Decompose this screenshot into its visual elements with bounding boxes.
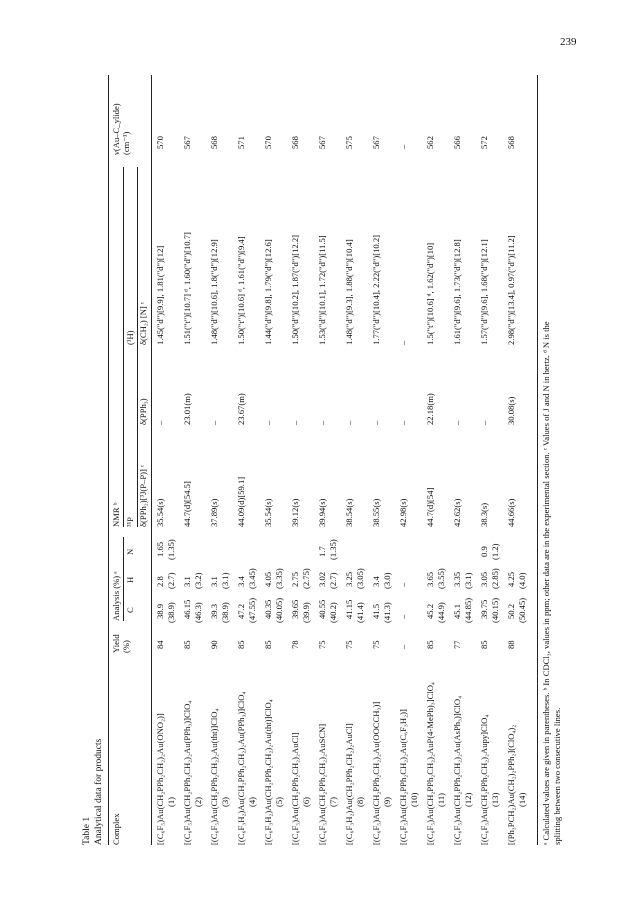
- cell-c-calc: (46.3): [193, 602, 203, 623]
- cell-complex: [(C₆F₅)Au(CH₂PPh₂CH₂)₂AuCl]: [290, 732, 300, 845]
- cell-h-calc: (3.1): [220, 572, 230, 589]
- cell-yield: 90: [209, 640, 219, 649]
- cell-h-calc: (3.35): [274, 568, 284, 589]
- cell-complex: [(Ph₃PCH₂)Au(CH₂)₂PPh₂](ClO₄)₂: [506, 724, 516, 845]
- header-n: N: [125, 548, 135, 555]
- cell-h: –: [398, 582, 408, 587]
- cell-h: 3.1: [182, 576, 192, 587]
- cell-h: 2.75: [290, 571, 300, 587]
- cell-c: 41.15: [344, 599, 354, 619]
- cell-yield: 85: [479, 640, 489, 649]
- cell-ch2: 1.57("d")[9.6], 1.68("d")[12.1]: [479, 239, 489, 345]
- cell-number: (6): [301, 796, 311, 807]
- cell-nu: –: [398, 144, 408, 149]
- cell-c: 50.2: [506, 603, 516, 619]
- header-yield: Yield: [111, 634, 121, 653]
- cell-complex: [(C₆F₃H₂)Au(CH₂PPh₂CH₂)₂Au(tht)]ClO₄: [263, 699, 273, 845]
- cell-yield: 85: [425, 640, 435, 649]
- page-number: 239: [560, 36, 577, 48]
- cell-complex: [(C₆F₅)Au(CH₂PPh₂CH₂)₂Au(C₆F₃H₂)]: [398, 709, 408, 845]
- cell-complex: [(C₆F₃H₂)Au(CH₂PPh₂CH₂)₂AuCl]: [344, 723, 354, 845]
- cell-ch2: –: [398, 340, 408, 345]
- cell-pph2: 35.54(s): [263, 498, 273, 527]
- header-h: H: [125, 576, 135, 583]
- cell-complex: [(C₆F₅)Au(CH₂PPh₂CH₂)₂Au(PPh₃)]ClO₄: [182, 700, 192, 845]
- cell-complex: [(C₆F₃H₂)Au(CH₂PPh₂CH₂)₂Au(PPh₃)]ClO₄: [236, 691, 246, 845]
- cell-c-calc: (50.45): [517, 597, 527, 623]
- cell-pph2: 42.98(s): [398, 498, 408, 527]
- cell-h: 2.8: [155, 576, 165, 587]
- cell-c: 39.3: [209, 603, 219, 619]
- cell-c-calc: (41.3): [382, 602, 392, 623]
- cell-number: (4): [247, 796, 257, 807]
- cell-pph2: 38.3(s): [479, 502, 489, 527]
- cell-ch2: 2.98("d")[13.4], 0.97("d")[11.2]: [506, 235, 516, 345]
- cell-nu: 568: [506, 136, 516, 149]
- cell-pph2: 39.94(s): [317, 498, 327, 527]
- cell-h-calc: (3.55): [436, 568, 446, 589]
- cell-nu: 566: [452, 136, 462, 149]
- cell-number: (5): [274, 796, 284, 807]
- cell-yield: 75: [344, 640, 354, 649]
- cell-h: 3.05: [479, 571, 489, 587]
- cell-h-calc: (3.1): [463, 572, 473, 589]
- bottom-rule: [537, 75, 538, 845]
- cell-number: (9): [382, 796, 392, 807]
- cell-ch2: 1.50("d")[10.2], 1.87("d")[12.2]: [290, 235, 300, 345]
- rotated-table: [82, 75, 562, 845]
- cell-nu: 572: [479, 136, 489, 149]
- cell-number: (12): [463, 792, 473, 807]
- cell-ch2: 1.5("t")[10.6] ᵈ, 1.62("d")[10]: [425, 242, 435, 345]
- cell-h-calc: (3.0): [382, 572, 392, 589]
- cell-h-calc: (3.05): [355, 568, 365, 589]
- analysis-rule: [123, 537, 124, 621]
- cell-pph2: 44.7(d)[54.5]: [182, 481, 192, 527]
- header-dpph3: δ(PPh₃): [138, 398, 148, 425]
- cell-complex: [(C₆F₅)Au(CH₂PPh₂CH₂)₂Au(ONO₂)]: [155, 713, 165, 845]
- cell-pph3: –: [155, 420, 165, 425]
- header-analysis: Analysis (%) ᵃ: [111, 571, 121, 621]
- cell-complex: [(C₆F₅)Au(CH₂PPh₂CH₂)₂AuSCN]: [317, 723, 327, 845]
- cell-number: (11): [436, 793, 446, 807]
- cell-complex: [(C₆F₅)Au(CH₂PPh₂CH₂)₂Au(tht)]ClO₄: [209, 708, 219, 845]
- cell-number: (13): [490, 792, 500, 807]
- header-nmr: NMR ᵇ: [111, 502, 121, 527]
- cell-pph3: 22.18(m): [425, 393, 435, 425]
- cell-pph2: 35.54(s): [155, 498, 165, 527]
- top-rule: [108, 75, 109, 845]
- cell-pph2: 44.66(s): [506, 498, 516, 527]
- cell-yield: –: [398, 644, 408, 649]
- header-dpph2: δ(PPh₂)[³J(P–P)] ᶜ: [138, 464, 148, 527]
- cell-c-calc: (40.2): [328, 602, 338, 623]
- cell-nu: 575: [344, 136, 354, 149]
- cell-c: 45.2: [425, 603, 435, 619]
- cell-pph3: 23.01(m): [182, 393, 192, 425]
- cell-pph3: –: [344, 420, 354, 425]
- cell-yield: 84: [155, 640, 165, 649]
- table-title: Analytical data for products: [94, 738, 104, 845]
- cell-number: (1): [166, 796, 176, 807]
- cell-yield: 85: [236, 640, 246, 649]
- cell-n: 0.9: [479, 546, 489, 557]
- header-h1: (¹H): [125, 330, 135, 345]
- cell-pph3: –: [209, 420, 219, 425]
- cell-c: –: [398, 614, 408, 619]
- cell-nu: 567: [371, 136, 381, 149]
- cell-c-calc: (38.9): [166, 602, 176, 623]
- cell-h-calc: (2.75): [301, 568, 311, 589]
- cell-pph2: 39.12(s): [290, 498, 300, 527]
- cell-nu: 567: [317, 136, 327, 149]
- cell-pph3: –: [290, 420, 300, 425]
- cell-c: 41.5: [371, 603, 381, 619]
- header-yield-unit: (%): [121, 640, 131, 653]
- cell-h: 3.4: [236, 576, 246, 587]
- cell-yield: 75: [371, 640, 381, 649]
- cell-c-calc: (44.9): [436, 602, 446, 623]
- cell-h: 3.65: [425, 571, 435, 587]
- cell-ch2: 1.44("d")[9.8], 1.79("d")[12.6]: [263, 239, 273, 345]
- cell-ch2: 1.45("d")[9.9], 1.81("d")[12]: [155, 245, 165, 345]
- cell-ch2: 1.51("t")[10.7] ᵈ, 1.60("d")[10.7]: [182, 232, 192, 345]
- cell-complex: [(C₆F₅)Au(CH₂PPh₂CH₂)₂Au(OOCCH₃)]: [371, 701, 381, 845]
- cell-pph3: 23.67(m): [236, 393, 246, 425]
- cell-h: 3.4: [371, 576, 381, 587]
- cell-pph3: –: [263, 420, 273, 425]
- cell-n: 1.7: [317, 546, 327, 557]
- header-dch2: δ(CH₂) [N] ᶜ: [138, 301, 148, 345]
- cell-c-calc: (39.9): [301, 602, 311, 623]
- cell-yield: 85: [182, 640, 192, 649]
- cell-h-calc: (2.7): [166, 572, 176, 589]
- cell-number: (14): [517, 792, 527, 807]
- cell-c-calc: (40.15): [490, 597, 500, 623]
- cell-h-calc: (4.0): [517, 572, 527, 589]
- cell-c-calc: (40.05): [274, 597, 284, 623]
- cell-c: 46.15: [182, 599, 192, 619]
- cell-nu: 567: [182, 136, 192, 149]
- cell-pph2: 44.09(d)[59.1]: [236, 476, 246, 527]
- cell-pph3: –: [398, 420, 408, 425]
- cell-h: 3.1: [209, 576, 219, 587]
- cell-n-calc: (1.2): [490, 543, 500, 560]
- cell-c: 38.9: [155, 603, 165, 619]
- cell-yield: 75: [317, 640, 327, 649]
- cell-number: (7): [328, 796, 338, 807]
- cell-c-calc: (38.9): [220, 602, 230, 623]
- cell-h-calc: (2.7): [328, 572, 338, 589]
- cell-ch2: 1.48("d")[9.3], 1.88("d")[10.4]: [344, 239, 354, 345]
- cell-h-calc: (2.85): [490, 568, 500, 589]
- cell-c: 39.75: [479, 599, 489, 619]
- cell-h: 3.02: [317, 571, 327, 587]
- table-label: Table 1: [82, 816, 92, 845]
- cell-pph2: 42.62(s): [452, 498, 462, 527]
- cell-pph3: 30.08(s): [506, 396, 516, 425]
- cell-h: 4.25: [506, 571, 516, 587]
- cell-ch2: 1.61("d")[9.6], 1.73("d")[12.8]: [452, 239, 462, 345]
- header-nu-unit: (cm⁻¹): [121, 131, 131, 155]
- cell-c: 45.1: [452, 603, 462, 619]
- cell-number: (3): [220, 796, 230, 807]
- header-complex: Complex: [111, 813, 121, 845]
- cell-pph2: 37.89(s): [209, 498, 219, 527]
- header-rule: [151, 75, 152, 845]
- cell-pph2: 38.54(s): [344, 498, 354, 527]
- cell-c-calc: (47.55): [247, 597, 257, 623]
- cell-number: (8): [355, 796, 365, 807]
- cell-h-calc: (3.45): [247, 568, 257, 589]
- cell-nu: 568: [209, 136, 219, 149]
- cell-n-calc: (1.35): [166, 539, 176, 560]
- cell-complex: [(C₆F₅)Au(CH₂PPh₂CH₂)₂AuP(4-MePh)₃]ClO₄: [425, 682, 435, 845]
- cell-h: 4.05: [263, 571, 273, 587]
- cell-complex: [(C₆F₅)Au(CH₂PPh₂CH₂)₂Au(AsPh₃)]ClO₄: [452, 695, 462, 845]
- cell-nu: 568: [290, 136, 300, 149]
- cell-nu: 562: [425, 136, 435, 149]
- cell-ch2: 1.48("d")[10.6], 1.8("d")[12.9]: [209, 239, 219, 345]
- cell-yield: 77: [452, 640, 462, 649]
- cell-n-calc: (1.35): [328, 539, 338, 560]
- cell-pph3: –: [479, 420, 489, 425]
- cell-nu: 570: [155, 136, 165, 149]
- cell-pph3: –: [317, 420, 327, 425]
- cell-pph2: 38.55(s): [371, 498, 381, 527]
- cell-yield: 88: [506, 640, 516, 649]
- header-nu: ν(Au–C_ylide): [111, 103, 121, 155]
- cell-c: 47.2: [236, 603, 246, 619]
- cell-nu: 571: [236, 136, 246, 149]
- cell-c: 40.35: [263, 599, 273, 619]
- nmr-rule: [123, 167, 124, 527]
- cell-ch2: 1.77("d")[10.4], 2.22("d")[10.2]: [371, 235, 381, 345]
- cell-n: 1.65: [155, 541, 165, 557]
- header-c: C: [125, 607, 135, 613]
- footnote-line-1: ᵃ Calculated values are given in parentheses. ᵇ In CDCl₃, values in ppm; other data are in the experimental section. ᶜ Values of J and N in hertz. ᵈ N is the: [541, 321, 551, 845]
- cell-pph3: –: [371, 420, 381, 425]
- cell-h: 3.35: [452, 571, 462, 587]
- cell-number: (10): [409, 792, 419, 807]
- cell-yield: 85: [263, 640, 273, 649]
- cell-yield: 78: [290, 640, 300, 649]
- cell-c-calc: (41.4): [355, 602, 365, 623]
- cell-number: (2): [193, 796, 203, 807]
- footnote-line-2: splitting between two consecutive lines.: [552, 707, 562, 845]
- cell-ch2: 1.50("t")[10.6] ᵈ, 1.61("d")[9.4]: [236, 236, 246, 345]
- header-p31: ³¹P: [125, 517, 135, 527]
- cell-pph2: 44.7(d)[54]: [425, 487, 435, 527]
- cell-h-calc: (3.2): [193, 572, 203, 589]
- cell-c: 40.55: [317, 599, 327, 619]
- cell-h: 3.25: [344, 571, 354, 587]
- cell-c: 39.65: [290, 599, 300, 619]
- cell-ch2: 1.53("d")[10.1], 1.72("d")[11.5]: [317, 235, 327, 345]
- cell-pph3: –: [452, 420, 462, 425]
- cell-complex: [(C₆F₅)Au(CH₂PPh₂CH₂)₂Aupy]ClO₄: [479, 714, 489, 845]
- cell-c-calc: (44.85): [463, 597, 473, 623]
- cell-nu: 570: [263, 136, 273, 149]
